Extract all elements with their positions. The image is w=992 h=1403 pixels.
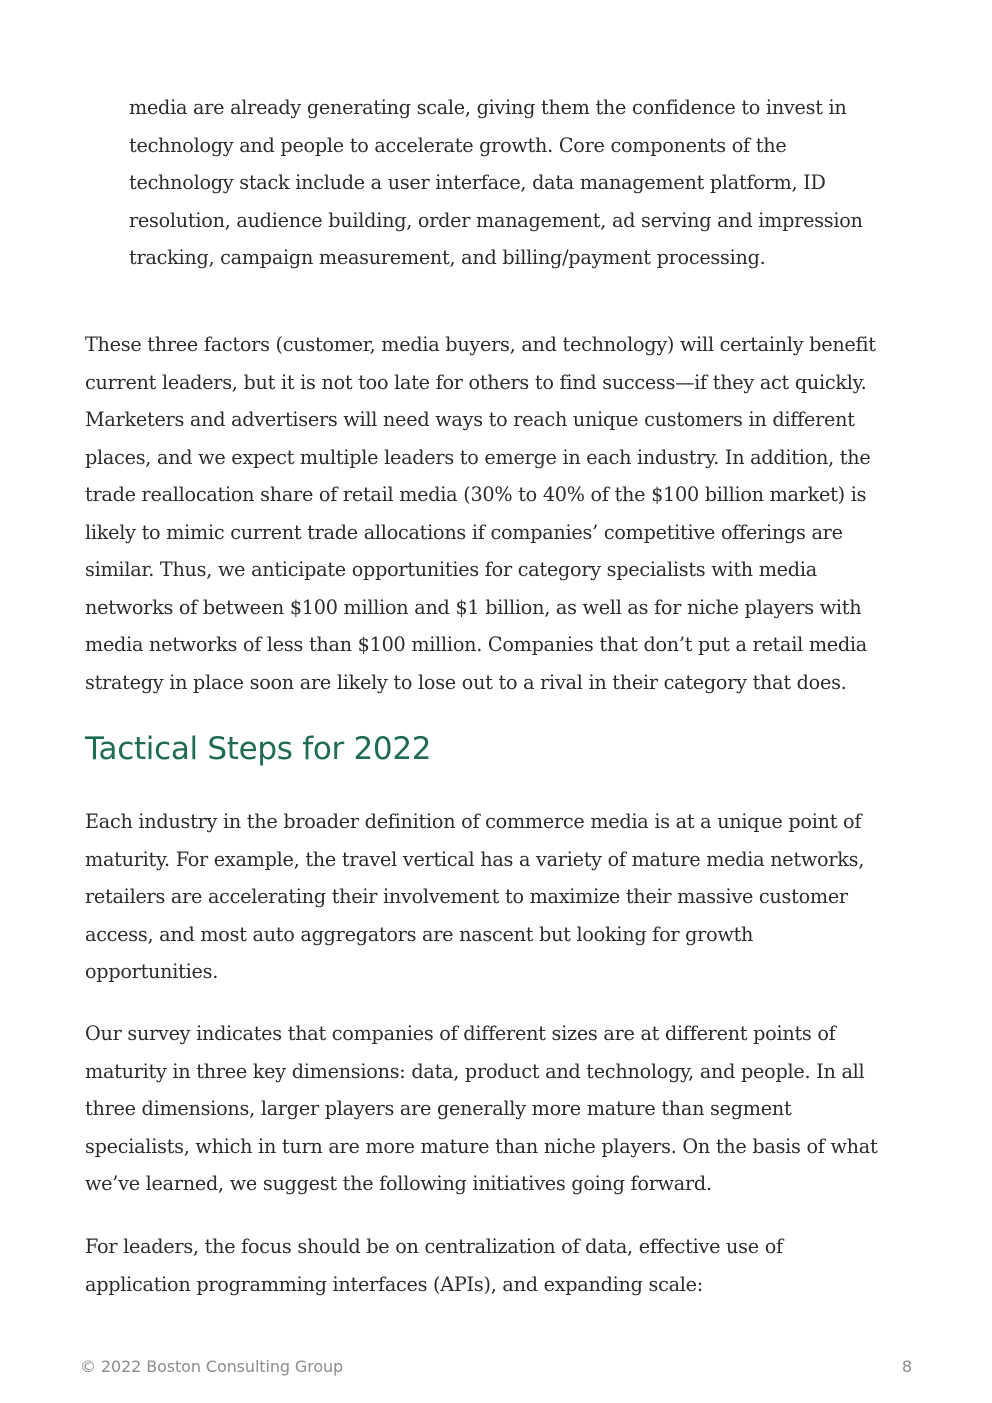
text-line: current leaders, but it is not too late for others to find success—if they act quickly. <box>85 370 867 394</box>
text-line: media networks of less than $100 million. Companies that don’t put a retail media <box>85 633 867 656</box>
text-line: Each industry in the broader definition of commerce media is at a unique point of <box>85 810 862 833</box>
paragraph-three-factors <box>85 326 915 701</box>
text-line: tracking, campaign measurement, and billing/payment processing. <box>129 246 766 269</box>
text-line: similar. Thus, we anticipate opportunities for category specialists with media <box>85 558 817 581</box>
text-line: Marketers and advertisers will need ways to reach unique customers in different <box>85 408 855 431</box>
text-line: access, and most auto aggregators are nascent but looking for growth <box>85 922 754 946</box>
text-line: specialists, which in turn are more mature than niche players. On the basis of what <box>85 1134 878 1158</box>
text-line: trade reallocation share of retail media (30% to 40% of the $100 billion market) is <box>85 483 867 506</box>
text-line: technology and people to accelerate growth. Core components of the <box>129 133 787 157</box>
text-line: maturity. For example, the travel vertical has a variety of mature media networks, <box>85 847 865 871</box>
text-line: we’ve learned, we suggest the following initiatives going forward. <box>85 1172 712 1195</box>
paragraph-industry-maturity <box>85 803 915 991</box>
text-line: technology stack include a user interface, data management platform, ID <box>129 171 826 194</box>
text-line: likely to mimic current trade allocations if companies’ competitive offerings are <box>85 520 843 544</box>
paragraph-survey <box>85 1015 915 1203</box>
footer-copyright: © 2022 Boston Consulting Group <box>80 1357 344 1376</box>
text-line: For leaders, the focus should be on centralization of data, effective use of <box>85 1235 783 1258</box>
text-line: application programming interfaces (APIs), and expanding scale: <box>85 1272 703 1296</box>
text-line: retailers are accelerating their involvement to maximize their massive customer <box>85 885 848 908</box>
paragraph-leaders <box>85 1228 915 1303</box>
text-line: resolution, audience building, order management, ad serving and impression <box>129 208 863 232</box>
text-line: These three factors (customer, media buyers, and technology) will certainly benefit <box>85 333 876 356</box>
text-line: places, and we expect multiple leaders to emerge in each industry. In addition, the <box>85 445 871 469</box>
indented-paragraph <box>129 89 919 277</box>
text-line: maturity in three key dimensions: data, product and technology, and people. In all <box>85 1059 865 1083</box>
text-line: opportunities. <box>85 960 219 983</box>
footer-page-number: 8 <box>901 1357 912 1376</box>
section-heading: Tactical Steps for 2022 <box>85 731 432 767</box>
text-line: media are already generating scale, giving them the confidence to invest in <box>129 96 847 119</box>
text-line: Our survey indicates that companies of different sizes are at different points of <box>85 1022 836 1045</box>
text-line: strategy in place soon are likely to lose out to a rival in their category that does. <box>85 670 847 694</box>
text-line: networks of between $100 million and $1 billion, as well as for niche players with <box>85 595 862 619</box>
text-line: three dimensions, larger players are generally more mature than segment <box>85 1097 792 1120</box>
